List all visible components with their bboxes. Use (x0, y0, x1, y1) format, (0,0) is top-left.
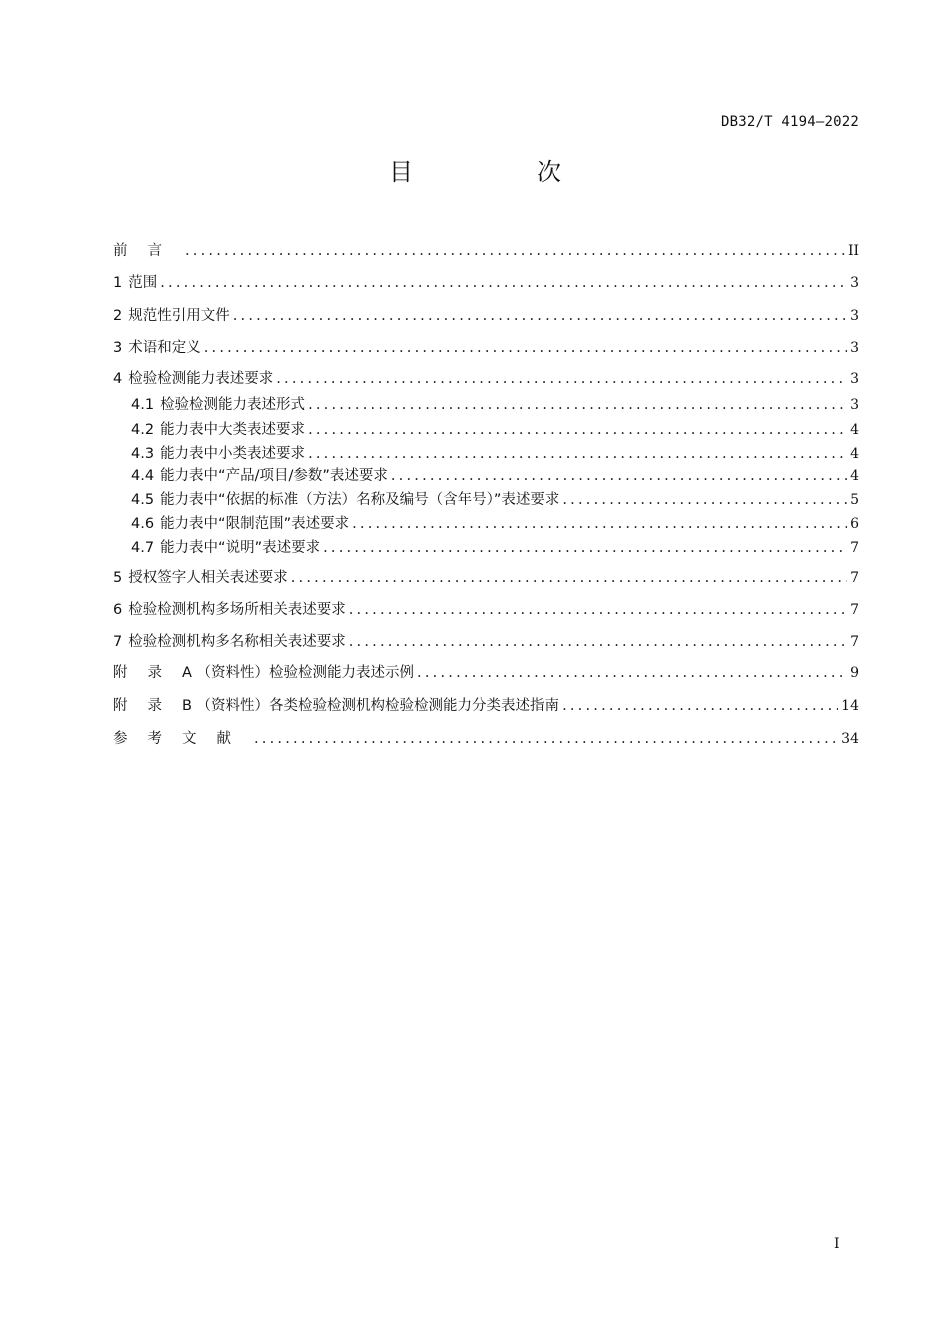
toc-entry-page: 4 (850, 446, 859, 462)
toc-leader-dots (391, 466, 847, 486)
toc-entry-page: 7 (850, 540, 859, 556)
toc-entry-label: 能力表中“产品/项目/参数”表述要求 (160, 468, 388, 484)
toc-leader-dots (352, 514, 847, 534)
toc-entry-number: 4.5 (131, 492, 155, 508)
toc-entry-page: 4 (850, 468, 859, 484)
toc-entry-label: 前言 (113, 243, 182, 259)
toc-leader-dots (308, 420, 847, 440)
toc-entry-page: 14 (841, 698, 859, 714)
toc-entry-page: 5 (850, 492, 859, 508)
toc-entry-number: 7 (113, 634, 123, 650)
toc-entry[interactable] (113, 663, 859, 683)
toc-entry[interactable] (113, 241, 859, 261)
toc-entry-page: 34 (841, 731, 859, 747)
toc-leader-dots (160, 273, 847, 293)
toc-entry-page: 9 (850, 665, 859, 681)
toc-entry[interactable] (113, 632, 859, 652)
toc-leader-dots (308, 395, 847, 415)
toc-entry-label: 术语和定义 (128, 340, 201, 356)
toc-entry-label: 能力表中大类表述要求 (160, 422, 306, 438)
toc-entry-number: 4.4 (131, 468, 155, 484)
toc-entry-label (113, 663, 414, 683)
toc-entry-number: 4.3 (131, 446, 155, 462)
toc-entry[interactable] (113, 600, 859, 620)
toc-entry-label: 检验检测能力表述要求 (128, 371, 274, 387)
toc-entry-page: 3 (850, 308, 859, 324)
toc-leader-dots (233, 306, 847, 326)
toc-leader-dots (204, 338, 847, 358)
toc-entry-number: 4.2 (131, 422, 155, 438)
toc-entry[interactable] (113, 466, 859, 486)
toc-entry-page: 7 (850, 634, 859, 650)
document-code: DB32/T 4194—2022 (720, 114, 859, 130)
toc-leader-dots (562, 490, 847, 510)
appendix-prefix: 附录 (113, 698, 182, 714)
toc-entry[interactable] (113, 420, 859, 440)
toc-leader-dots (308, 444, 847, 464)
toc-entry-label: 授权签字人相关表述要求 (128, 570, 288, 586)
appendix-prefix: 附录 (113, 665, 182, 681)
appendix-title: A （资料性）检验检测能力表述示例 (182, 665, 415, 681)
toc-entry-number: 4.6 (131, 516, 155, 532)
toc-entry[interactable] (113, 395, 859, 415)
toc-leader-dots (562, 696, 838, 716)
toc-entry-number: 5 (113, 570, 123, 586)
toc-entry-number: 4.7 (131, 540, 155, 556)
toc-entry-label: 检验检测机构多名称相关表述要求 (128, 634, 346, 650)
toc-entry-page: 3 (850, 371, 859, 387)
toc-entry[interactable] (113, 338, 859, 358)
toc-leader-dots (417, 663, 847, 683)
toc-entry-label: 能力表中“限制范围”表述要求 (160, 516, 350, 532)
toc-entry[interactable] (113, 514, 859, 534)
toc-entry-number: 4 (113, 371, 123, 387)
toc-entry[interactable] (113, 306, 859, 326)
toc-entry-number: 6 (113, 602, 123, 618)
toc-leader-dots (291, 568, 847, 588)
toc-entry-page: 4 (850, 422, 859, 438)
toc-entry-label: 范围 (128, 275, 158, 291)
toc-entry[interactable] (113, 444, 859, 464)
toc-entry[interactable] (113, 369, 859, 389)
toc-entry[interactable] (113, 538, 859, 558)
toc-entry-page: 7 (850, 602, 859, 618)
appendix-title: B （资料性）各类检验检测机构检验检测能力分类表述指南 (182, 698, 560, 714)
toc-entry-page: 6 (850, 516, 859, 532)
toc-entry-page: 3 (850, 340, 859, 356)
toc-entry[interactable] (113, 729, 859, 749)
toc-entry[interactable] (113, 568, 859, 588)
toc-entry[interactable] (113, 696, 859, 716)
page-number: I (834, 1236, 840, 1252)
toc-entry-page: 7 (850, 570, 859, 586)
toc-leader-dots (349, 632, 847, 652)
toc-entry-label: 检验检测能力表述形式 (160, 397, 306, 413)
toc-title: 目 次 (389, 158, 611, 186)
toc-entry-label: 能力表中“依据的标准（方法）名称及编号（含年号）”表述要求 (160, 492, 560, 508)
toc-leader-dots (254, 729, 838, 749)
toc-entry-label: 规范性引用文件 (128, 308, 230, 324)
toc-entry-page: II (847, 243, 859, 259)
toc-entry-label: 参考文献 (113, 731, 251, 747)
toc-leader-dots (276, 369, 847, 389)
toc-entry-label: 能力表中“说明”表述要求 (160, 540, 321, 556)
toc-entry-label: 能力表中小类表述要求 (160, 446, 306, 462)
toc-leader-dots (323, 538, 847, 558)
toc-entry-label: 检验检测机构多场所相关表述要求 (128, 602, 346, 618)
toc-entry-page: 3 (850, 275, 859, 291)
toc-leader-dots (349, 600, 847, 620)
toc-entry-page: 3 (850, 397, 859, 413)
toc-entry[interactable] (113, 490, 859, 510)
toc-entry-label (113, 696, 559, 716)
toc-entry-number: 2 (113, 308, 123, 324)
toc-entry-number: 4.1 (131, 397, 155, 413)
toc-leader-dots (185, 241, 845, 261)
toc-entry-number: 3 (113, 340, 123, 356)
toc-entry[interactable] (113, 273, 859, 293)
toc-entry-number: 1 (113, 275, 123, 291)
